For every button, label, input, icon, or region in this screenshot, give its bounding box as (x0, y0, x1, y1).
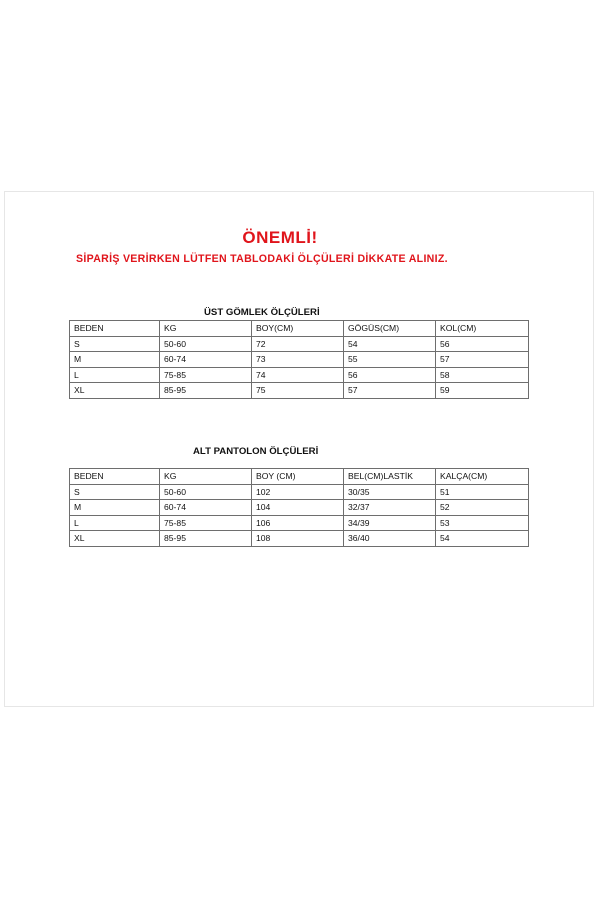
header-cell: BEDEN (70, 321, 160, 337)
shirt-size-table (69, 320, 529, 399)
pants-size-table (69, 468, 529, 547)
table-cell: 73 (252, 352, 344, 368)
table-cell: 56 (344, 367, 436, 383)
table-header-row (70, 469, 529, 485)
header-cell: KALÇA(CM) (436, 469, 529, 485)
table-cell: 32/37 (344, 500, 436, 516)
shirt-table-title: ÜST GÖMLEK ÖLÇÜLERİ (204, 307, 320, 318)
table-header-row (70, 321, 529, 337)
header-cell: GÖGÜS(CM) (344, 321, 436, 337)
table-cell: 74 (252, 367, 344, 383)
table-cell: 57 (436, 352, 529, 368)
table-cell: 51 (436, 484, 529, 500)
table-cell: 50-60 (160, 336, 252, 352)
table-cell: 60-74 (160, 500, 252, 516)
table-cell: L (70, 515, 160, 531)
header-cell: KOL(CM) (436, 321, 529, 337)
table-row (70, 367, 529, 383)
table-cell: 75-85 (160, 515, 252, 531)
table-cell: 85-95 (160, 531, 252, 547)
table-cell: 58 (436, 367, 529, 383)
table-cell: 52 (436, 500, 529, 516)
table-row (70, 336, 529, 352)
table-cell: 106 (252, 515, 344, 531)
table-row (70, 500, 529, 516)
table-cell: 72 (252, 336, 344, 352)
table-cell: 34/39 (344, 515, 436, 531)
table-row (70, 515, 529, 531)
header-cell: BEDEN (70, 469, 160, 485)
table-cell: 60-74 (160, 352, 252, 368)
table-row (70, 484, 529, 500)
notice-subtitle: SİPARİŞ VERİRKEN LÜTFEN TABLODAKİ ÖLÇÜLERİ DİKKATE ALINIZ. (76, 253, 448, 265)
header-cell: KG (160, 321, 252, 337)
table-cell: M (70, 352, 160, 368)
table-row (70, 531, 529, 547)
header-cell: KG (160, 469, 252, 485)
table-row (70, 352, 529, 368)
table-cell: 75 (252, 383, 344, 399)
notice-title: ÖNEMLİ! (242, 228, 318, 247)
header-cell: BOY(CM) (252, 321, 344, 337)
table-cell: M (70, 500, 160, 516)
pants-table-title: ALT PANTOLON ÖLÇÜLERİ (193, 446, 319, 457)
table-cell: 56 (436, 336, 529, 352)
table-cell: 57 (344, 383, 436, 399)
table-cell: S (70, 484, 160, 500)
table-cell: 54 (436, 531, 529, 547)
table-cell: 54 (344, 336, 436, 352)
header-cell: BEL(CM)LASTİK (344, 469, 436, 485)
header-cell: BOY (CM) (252, 469, 344, 485)
table-cell: 104 (252, 500, 344, 516)
table-cell: XL (70, 383, 160, 399)
table-cell: S (70, 336, 160, 352)
table-cell: 53 (436, 515, 529, 531)
table-cell: 108 (252, 531, 344, 547)
table-row (70, 383, 529, 399)
table-cell: 75-85 (160, 367, 252, 383)
table-cell: 59 (436, 383, 529, 399)
table-cell: 36/40 (344, 531, 436, 547)
table-cell: 55 (344, 352, 436, 368)
table-cell: 85-95 (160, 383, 252, 399)
table-cell: 50-60 (160, 484, 252, 500)
table-cell: XL (70, 531, 160, 547)
table-cell: 102 (252, 484, 344, 500)
table-cell: 30/35 (344, 484, 436, 500)
table-cell: L (70, 367, 160, 383)
